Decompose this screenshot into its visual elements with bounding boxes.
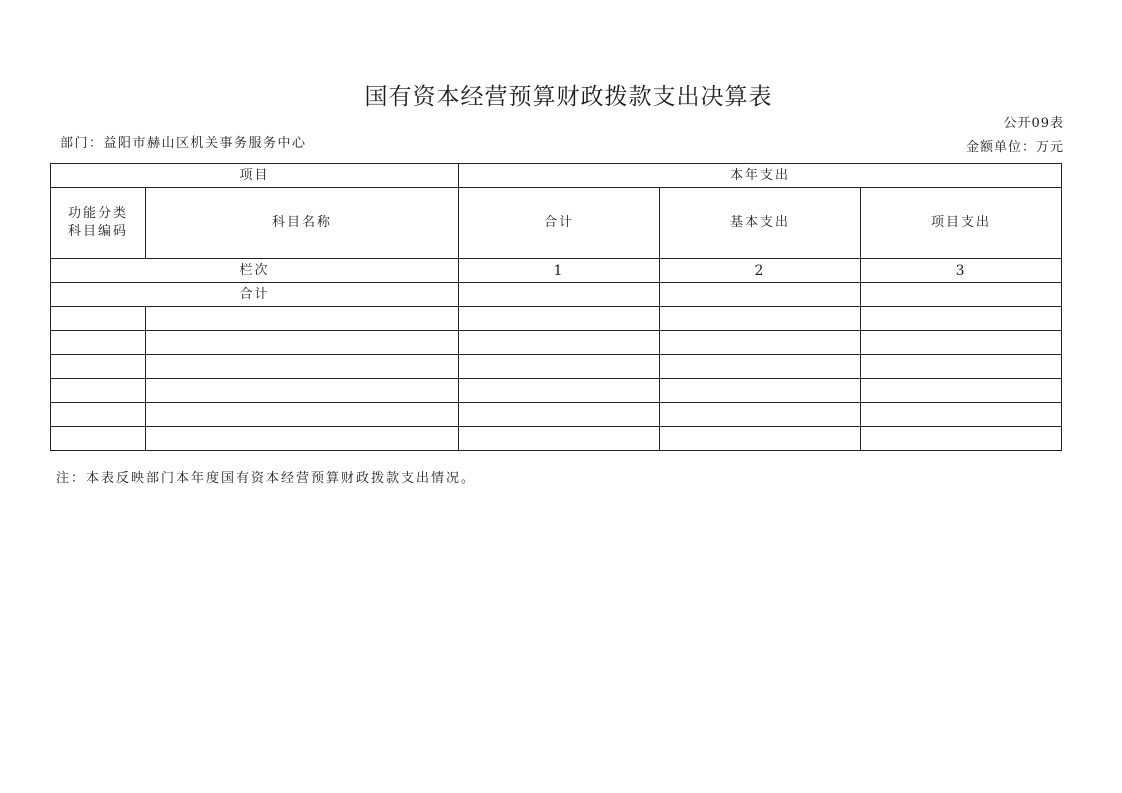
table-row <box>51 379 1062 403</box>
total-project-cell <box>861 283 1062 307</box>
table-row <box>51 331 1062 355</box>
table-cell <box>459 379 660 403</box>
table-cell <box>51 355 146 379</box>
table-cell <box>861 427 1062 451</box>
column-index-3: 3 <box>861 259 1062 283</box>
form-number: 公开09表 <box>1003 116 1064 131</box>
expenditure-table <box>50 163 1062 451</box>
header-function-code-line1: 功能分类 <box>67 206 128 221</box>
table-cell <box>146 355 459 379</box>
table-cell <box>660 307 861 331</box>
table-header-row <box>51 164 1062 188</box>
department-label: 部门：益阳市赫山区机关事务服务中心 <box>60 136 307 151</box>
table-cell <box>660 427 861 451</box>
table-row <box>51 307 1062 331</box>
column-index-row <box>51 259 1062 283</box>
total-basic-cell <box>660 283 861 307</box>
table-cell <box>861 331 1062 355</box>
table-cell <box>51 307 146 331</box>
table-cell <box>861 379 1062 403</box>
table-footnote: 注：本表反映部门本年度国有资本经营预算财政拨款支出情况。 <box>56 471 477 486</box>
header-project: 项目 <box>51 164 459 188</box>
header-current-year-expenditure: 本年支出 <box>459 164 1062 188</box>
table-row <box>51 403 1062 427</box>
column-index-1: 1 <box>459 259 660 283</box>
total-amount-cell <box>459 283 660 307</box>
column-index-label: 栏次 <box>51 259 459 283</box>
page-title: 国有资本经营预算财政拨款支出决算表 <box>364 84 773 110</box>
table-row <box>51 355 1062 379</box>
header-basic-expenditure: 基本支出 <box>660 188 861 259</box>
table-cell <box>146 379 459 403</box>
amount-unit-label: 金额单位：万元 <box>965 140 1064 155</box>
table-cell <box>51 403 146 427</box>
table-cell <box>146 427 459 451</box>
column-index-2: 2 <box>660 259 861 283</box>
header-function-code-line2: 科目编码 <box>67 224 128 239</box>
table-cell <box>660 331 861 355</box>
table-cell <box>459 427 660 451</box>
table-cell <box>51 379 146 403</box>
table-row <box>51 427 1062 451</box>
table-cell <box>51 331 146 355</box>
table-cell <box>660 355 861 379</box>
header-subject-name: 科目名称 <box>146 188 459 259</box>
table-subheader-row <box>51 188 1062 259</box>
header-total: 合计 <box>459 188 660 259</box>
table-cell <box>146 331 459 355</box>
table-cell <box>660 403 861 427</box>
header-project-expenditure: 项目支出 <box>861 188 1062 259</box>
table-cell <box>861 355 1062 379</box>
table-cell <box>459 403 660 427</box>
table-cell <box>146 403 459 427</box>
table-cell <box>660 379 861 403</box>
table-cell <box>459 331 660 355</box>
table-cell <box>861 307 1062 331</box>
table-cell <box>459 307 660 331</box>
table-cell <box>51 427 146 451</box>
total-row <box>51 283 1062 307</box>
table-cell <box>146 307 459 331</box>
table-cell <box>459 355 660 379</box>
table-cell <box>861 403 1062 427</box>
total-row-label: 合计 <box>51 283 459 307</box>
header-function-code <box>51 188 146 259</box>
